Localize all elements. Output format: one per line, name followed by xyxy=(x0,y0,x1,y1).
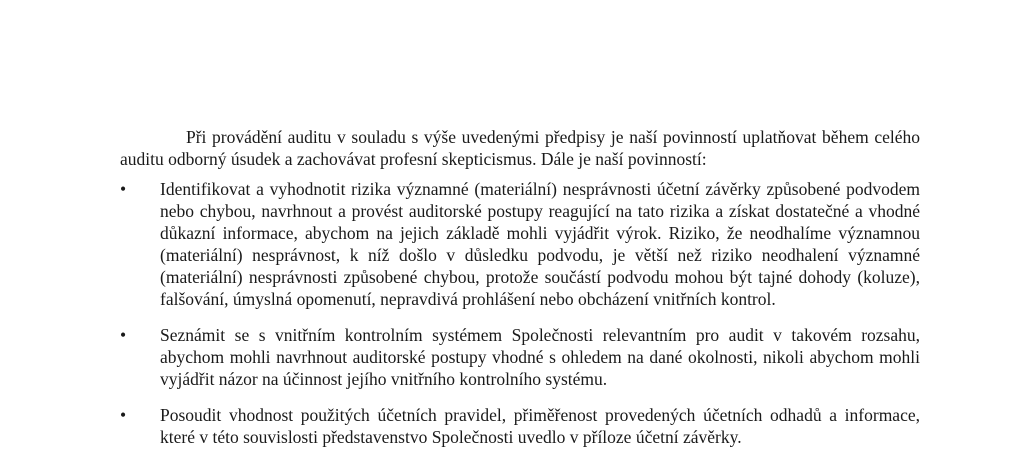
bullet-item-identify-risks xyxy=(120,178,920,310)
bullet-item-accounting-policies xyxy=(120,404,920,448)
bullet-text: Seznámit se s vnitřním kontrolním systémem Společnosti relevantním pro audit v takovém rozsahu, abychom mohli navrhnout auditorské postupy vhodné s ohledem na dané okolnosti, nikoli abychom mohli vyjádřit názor na účinnost jejího vnitřního kontrolního systému. xyxy=(160,325,920,389)
bullet-icon: • xyxy=(120,179,127,199)
intro-paragraph: Při provádění auditu v souladu s výše uvedenými předpisy je naší povinností uplatňovat během celého auditu odborný úsudek a zachovávat profesní skepticismus. Dále je naší povinností: xyxy=(120,127,920,169)
bullet-icon: • xyxy=(120,325,127,345)
bullet-text: Identifikovat a vyhodnotit rizika významné (materiální) nesprávnosti účetní závěrky způsobené podvodem nebo chybou, navrhnout a provést auditorské postupy reagující na tato rizika a získat dostatečné a vhodné důkazní informace, abychom na jejich základě mohli vyjádřit výrok. Riziko, že neodhalíme významnou (materiální) nesprávnost, k níž došlo v důsledku podvodu, je větší než riziko neodhalení významné (materiální) nesprávnosti způsobené chybou, protože součástí podvodu mohou být tajné dohody (koluze), falšování, úmyslná opomenutí, nepravdivá prohlášení nebo obcházení vnitřních kontrol. xyxy=(160,179,920,309)
bullet-icon: • xyxy=(120,405,127,425)
bullet-item-internal-control xyxy=(120,324,920,390)
bullet-list xyxy=(120,178,920,462)
bullet-text: Posoudit vhodnost použitých účetních pravidel, přiměřenost provedených účetních odhadů a informace, které v této souvislosti představenstvo Společnosti uvedlo v příloze účetní závěrky. xyxy=(160,405,920,447)
